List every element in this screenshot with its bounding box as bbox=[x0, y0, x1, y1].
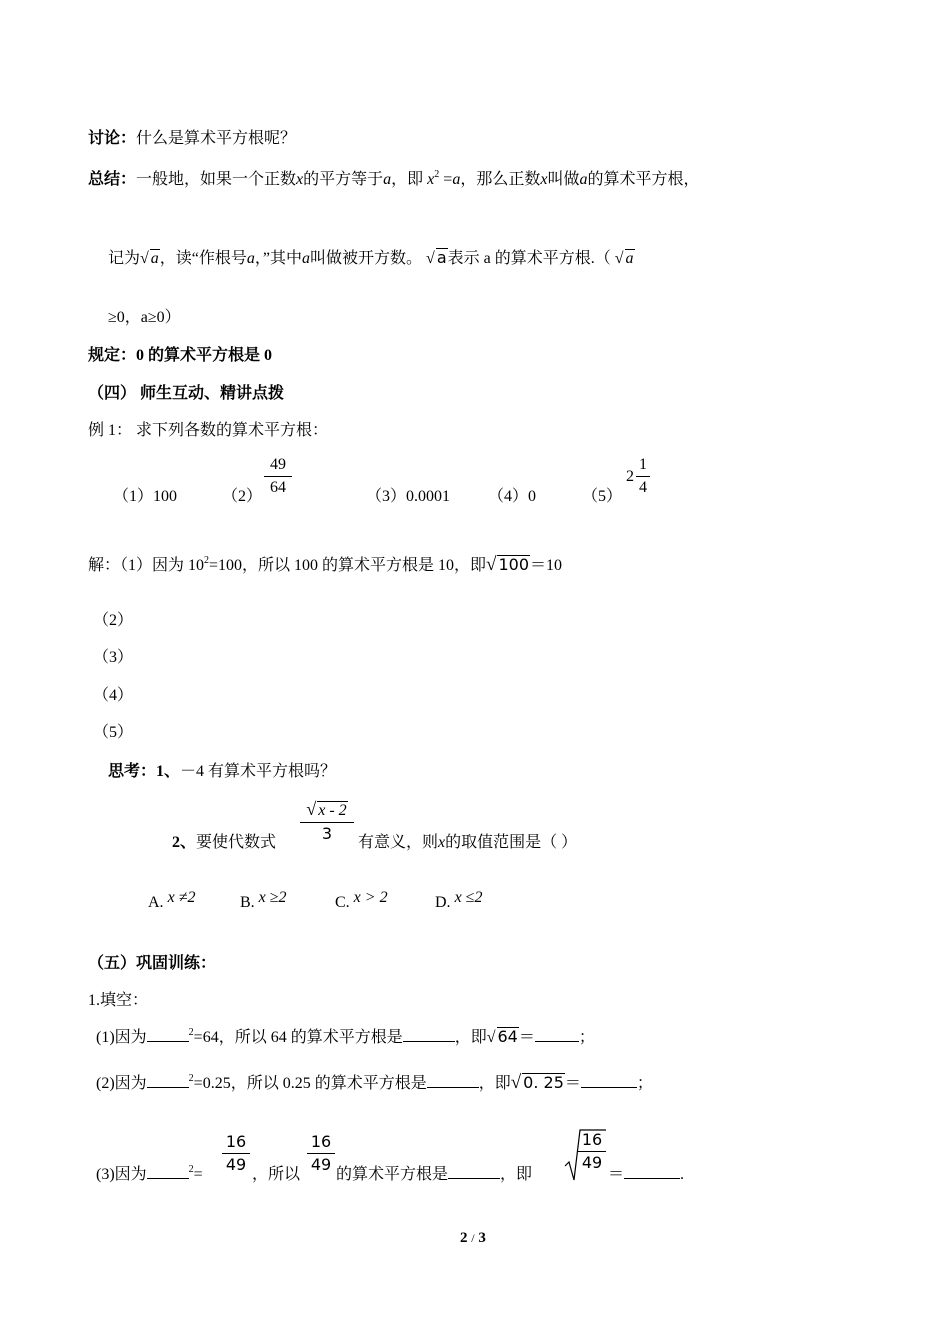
sqrt-0-25-radicand: 0. 25 bbox=[523, 1073, 564, 1092]
superscript-2: 2 bbox=[188, 1073, 194, 1084]
q3-text-4: 的算术平方根是 bbox=[336, 1166, 449, 1183]
solution-part-4: （4） bbox=[93, 687, 134, 704]
fraction-49-64 bbox=[264, 455, 292, 498]
option-expr: x ≠2 bbox=[167, 889, 196, 906]
q1-end: ； bbox=[578, 1029, 595, 1046]
notation-line bbox=[108, 248, 635, 270]
fraction-denominator: 64 bbox=[270, 479, 286, 496]
solution-part-3: （3） bbox=[93, 649, 134, 666]
solution-text-3: ＝10 bbox=[530, 557, 563, 574]
option-label: C. bbox=[335, 894, 350, 911]
total-pages: 3 bbox=[478, 1230, 486, 1246]
sqrt-a-radicand: a bbox=[150, 250, 159, 267]
option-expr: x ≥2 bbox=[258, 889, 287, 906]
fraction-numerator: 1 bbox=[639, 456, 647, 473]
sqrt-a-plain-radicand: a bbox=[436, 248, 447, 267]
fraction-16-49 bbox=[307, 1132, 335, 1175]
exercise-q2 bbox=[96, 1072, 653, 1095]
section-4-heading: （四） 师生互动、精讲点拨 bbox=[88, 385, 285, 402]
option-expr: x > 2 bbox=[353, 889, 388, 906]
notation-text-1: 记为 bbox=[108, 250, 141, 267]
q1-text-4: ＝ bbox=[518, 1029, 535, 1046]
fraction-denominator: 49 bbox=[310, 1155, 332, 1174]
example-item-1: （1）100 bbox=[113, 488, 178, 505]
sqrt-100: √ 100 bbox=[486, 554, 530, 575]
think-label: 思考：1、 bbox=[108, 763, 181, 780]
exercise-title: 1.填空： bbox=[88, 992, 149, 1009]
notation-text-2: ，读“作根号 bbox=[159, 250, 247, 267]
answer-blank[interactable] bbox=[147, 1027, 189, 1042]
option-label: A. bbox=[148, 894, 164, 911]
q3-end: . bbox=[680, 1166, 685, 1183]
q2-end: ； bbox=[636, 1075, 653, 1092]
sqrt-64-radicand: 64 bbox=[497, 1027, 518, 1046]
notation-text-3: ，”其中 bbox=[254, 250, 303, 267]
q2-text-1: (2)因为 bbox=[96, 1075, 147, 1092]
discussion-text: 什么是算术平方根呢？ bbox=[136, 130, 297, 147]
summary-line bbox=[88, 169, 699, 191]
sqrt-a-3-radicand: a bbox=[625, 250, 634, 267]
answer-blank[interactable] bbox=[147, 1073, 189, 1088]
option-b[interactable] bbox=[240, 889, 287, 914]
summary-text-3: ，即 bbox=[391, 171, 424, 188]
fraction-numerator: 16 bbox=[581, 1130, 603, 1149]
var-x: x bbox=[438, 834, 446, 851]
summary-label: 总结： bbox=[88, 171, 137, 188]
fraction-16-49-under-radical bbox=[578, 1130, 606, 1173]
var-a: a bbox=[383, 171, 392, 188]
answer-blank[interactable] bbox=[427, 1073, 479, 1088]
solution-line bbox=[88, 554, 562, 577]
summary-text-6: 的算术平方根， bbox=[587, 171, 700, 188]
fraction-numerator: √ x - 2 bbox=[306, 799, 347, 819]
fraction-bar bbox=[264, 476, 292, 477]
summary-text-5: 叫做 bbox=[547, 171, 580, 188]
summary-text-2: 的平方等于 bbox=[303, 171, 384, 188]
var-x: x bbox=[540, 171, 548, 188]
rule-line: 规定：0 的算术平方根是 0 bbox=[88, 347, 273, 364]
think-q2-label: 2、 bbox=[172, 834, 197, 851]
option-d[interactable] bbox=[435, 889, 483, 914]
solution-text-1: 解：（1）因为 10 bbox=[88, 557, 205, 574]
summary-text-1: 一般地，如果一个正数 bbox=[136, 171, 297, 188]
solution-text-2: =100，所以 100 的算术平方根是 10，即 bbox=[209, 557, 487, 574]
answer-blank[interactable] bbox=[535, 1027, 579, 1042]
think-q2-text-3: 的取值范围是（ ） bbox=[445, 834, 578, 851]
think-question-2-end bbox=[358, 832, 577, 854]
q3-text-1: (3)因为 bbox=[96, 1166, 147, 1183]
fraction-bar bbox=[636, 476, 650, 477]
think-q2-text-1: 要使代数式 bbox=[196, 834, 277, 851]
think-q1-text: －4 有算术平方根吗？ bbox=[180, 763, 337, 780]
superscript-2: 2 bbox=[434, 169, 440, 180]
sqrt-100-radicand: 100 bbox=[498, 555, 530, 574]
example-1-title: 例 1： 求下列各数的算术平方根： bbox=[88, 422, 329, 439]
answer-blank[interactable] bbox=[448, 1164, 500, 1179]
superscript-2: 2 bbox=[188, 1027, 194, 1038]
fraction-16-49 bbox=[222, 1132, 250, 1175]
answer-blank[interactable] bbox=[403, 1027, 455, 1042]
option-a[interactable] bbox=[148, 889, 196, 914]
exercise-q1 bbox=[96, 1027, 595, 1049]
notation-text-4: 叫做被开方数。 bbox=[310, 250, 423, 267]
example-item-2-label: （2） bbox=[222, 488, 263, 505]
current-page: 2 bbox=[460, 1230, 468, 1246]
page-separator: / bbox=[471, 1231, 475, 1245]
section-5-heading: （五）巩固训练： bbox=[88, 955, 217, 972]
fraction-numerator: 16 bbox=[310, 1132, 332, 1151]
q3-text-2: = bbox=[193, 1166, 203, 1183]
solution-part-2: （2） bbox=[93, 612, 134, 629]
discussion-label: 讨论： bbox=[88, 130, 137, 147]
fraction-bar bbox=[222, 1153, 250, 1154]
fraction-denominator: 4 bbox=[639, 479, 647, 496]
option-c[interactable] bbox=[335, 889, 388, 914]
fraction-numerator: 49 bbox=[270, 456, 286, 473]
var-a: a bbox=[452, 171, 461, 188]
var-a: a bbox=[246, 250, 255, 267]
q1-text-2: =64，所以 64 的算术平方根是 bbox=[193, 1029, 403, 1046]
sqrt-64: √ 64 bbox=[486, 1027, 518, 1046]
fraction-denominator: 49 bbox=[225, 1155, 247, 1174]
equals-sign: = bbox=[443, 171, 453, 188]
var-a: a bbox=[579, 171, 588, 188]
fraction-denominator: 3 bbox=[321, 824, 333, 843]
example-item-5-label: （5） bbox=[582, 488, 623, 505]
option-expr: x ≤2 bbox=[454, 889, 483, 906]
radicand: x - 2 bbox=[318, 802, 347, 819]
think-question-1 bbox=[108, 761, 336, 783]
page-number bbox=[460, 1227, 486, 1249]
answer-blank[interactable] bbox=[581, 1073, 637, 1088]
sqrt-0-25: √ 0. 25 bbox=[510, 1072, 564, 1093]
answer-blank[interactable] bbox=[624, 1164, 680, 1179]
q1-text-1: (1)因为 bbox=[96, 1029, 147, 1046]
q2-text-3: ，即 bbox=[478, 1075, 511, 1092]
fraction-denominator: 49 bbox=[581, 1153, 603, 1172]
solution-part-5: （5） bbox=[93, 724, 134, 741]
mixed-number-whole: 2 bbox=[626, 468, 634, 485]
sqrt-a: √ a bbox=[140, 250, 159, 267]
fraction-bar bbox=[307, 1153, 335, 1154]
fraction-1-4 bbox=[636, 455, 650, 498]
example-item-3: （3）0.0001 bbox=[366, 488, 451, 505]
q3-text-6: ＝ bbox=[608, 1166, 625, 1183]
q1-text-3: ，即 bbox=[454, 1029, 487, 1046]
discussion-line bbox=[88, 128, 296, 150]
var-a: a bbox=[302, 250, 311, 267]
option-label: B. bbox=[240, 894, 255, 911]
superscript-2: 2 bbox=[188, 1164, 194, 1175]
notation-continued: ≥0，a≥0） bbox=[108, 309, 181, 326]
fraction-numerator: 16 bbox=[225, 1132, 247, 1151]
var-x: x bbox=[427, 171, 435, 188]
option-label: D. bbox=[435, 894, 451, 911]
notation-text-5: 表示 a 的算术平方根.（ bbox=[447, 250, 611, 267]
q2-text-2: =0.25，所以 0.25 的算术平方根是 bbox=[193, 1075, 427, 1092]
q3-text-4-line bbox=[336, 1164, 532, 1186]
sqrt-a-plain: √ a bbox=[426, 248, 447, 267]
example-item-4: （4）0 bbox=[488, 488, 537, 505]
answer-blank[interactable] bbox=[147, 1164, 189, 1179]
exercise-q3-text-1 bbox=[96, 1164, 203, 1186]
fraction-bar bbox=[300, 822, 354, 823]
q3-text-3: ，所以 bbox=[252, 1166, 301, 1183]
var-x: x bbox=[296, 171, 304, 188]
q2-text-4: ＝ bbox=[564, 1075, 581, 1092]
q3-text-5: ，即 bbox=[500, 1166, 533, 1183]
sqrt-a-3: √ a bbox=[614, 250, 634, 267]
q3-end-line bbox=[608, 1164, 684, 1186]
fraction-bar bbox=[578, 1151, 606, 1152]
summary-text-4: ，那么正数 bbox=[460, 171, 541, 188]
think-q2-text-2: 有意义，则 bbox=[358, 834, 439, 851]
superscript-2: 2 bbox=[204, 555, 210, 566]
fraction-sqrt-x-minus-2-over-3 bbox=[300, 799, 354, 844]
think-question-2-start bbox=[172, 832, 276, 854]
